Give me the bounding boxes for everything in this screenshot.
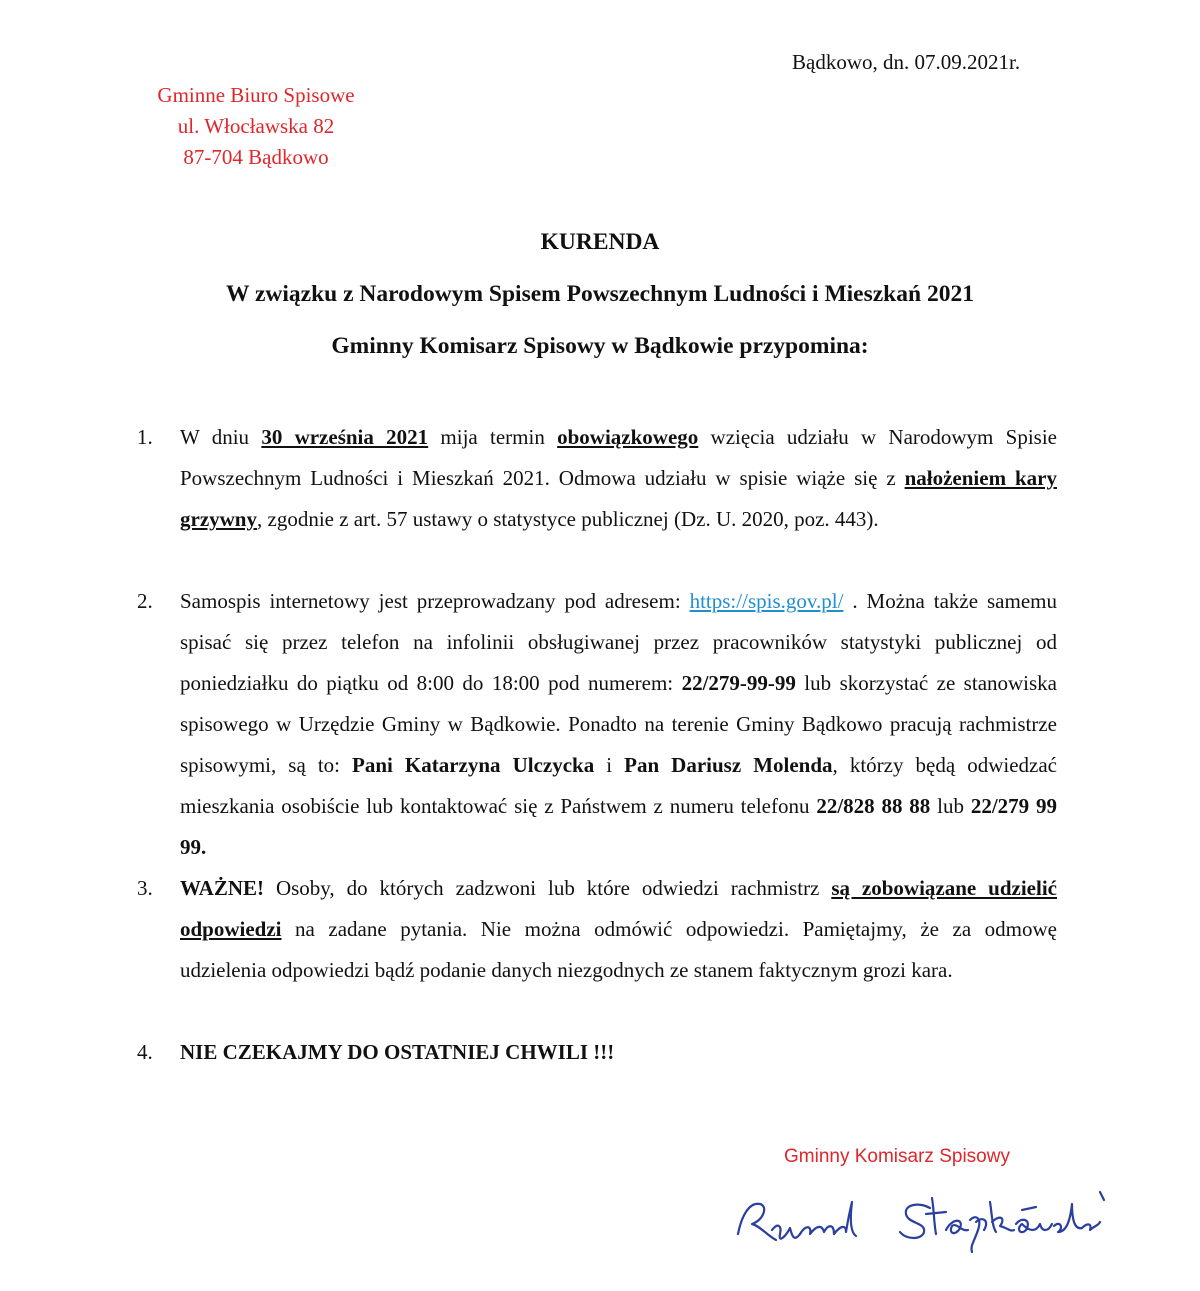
notice-list (137, 417, 1057, 1073)
enumerator-name: Pan Dariusz Molenda (624, 753, 833, 777)
sender-street: ul. Włocławska 82 (177, 114, 335, 138)
signature-block (690, 1120, 1140, 1260)
list-item (137, 1032, 1057, 1073)
obligation-emphasis: są zobowiązane udzielić odpowiedzi (180, 876, 1057, 941)
list-item-text: Samospis internetowy jest przeprowadzany pod adresem: https://spis.gov.pl/ . Można także samemu spisać się przez telefon na infolinii obsługiwanej przez pracowników statystyki publicznej od poniedziałku do piątku od 8:00 do 18:00 pod numerem: 22/279-99-99 lub skorzystać ze stanowiska spisowego w Urzędzie Gminy w Bądkowie. Ponadto na terenie Gminy Bądkowo pracują rachmistrze spisowymi, są to: Pani Katarzyna Ulczycka i Pan Dariusz Molenda, którzy będą odwiedzać mieszkania osobiście lub kontaktować się z Państwem z numeru telefonu 22/828 88 88 lub 22/279 99 99. (180, 589, 1058, 859)
document-subtitle: W związku z Narodowym Spisem Powszechnym Ludności i Mieszkań 2021 (226, 281, 974, 307)
list-item (137, 868, 1057, 1032)
list-item-text: WAŻNE! Osoby, do których zadzwoni lub które odwiedzi rachmistrz są zobowiązane udzielić odpowiedzi na zadane pytania. Nie można odmówić odpowiedzi. Pamiętajmy, że za odmowę udzielenia odpowiedzi bądź podanie danych niezgodnych ze stanem faktycznym grozi kara. (180, 876, 1057, 982)
list-item-number: 1. (137, 425, 153, 449)
contact-phone: 22/279 99 99. (180, 794, 1057, 859)
handwritten-signature (720, 1174, 1130, 1254)
document-date: Bądkowo, dn. 07.09.2021r. (792, 50, 1021, 74)
sender-office-name: Gminne Biuro Spisowe (157, 83, 355, 107)
fine-emphasis: nałożeniem kary grzywny (180, 466, 1057, 531)
list-item-number: 4. (137, 1040, 153, 1064)
final-appeal: NIE CZEKAJMY DO OSTATNIEJ CHWILI !!! (180, 1040, 615, 1064)
document-intro: Gminny Komisarz Spisowy w Bądkowie przypomina: (331, 333, 869, 359)
document-title: KURENDA (540, 229, 660, 255)
list-item (137, 417, 1057, 581)
list-item-number: 2. (137, 589, 153, 613)
enumerator-name: Pani Katarzyna Ulczycka (352, 753, 595, 777)
mandatory-emphasis: obowiązkowego (557, 425, 699, 449)
important-label: WAŻNE! (180, 876, 265, 900)
list-item-text: W dniu 30 września 2021 mija termin obowiązkowego wzięcia udziału w Narodowym Spisie Powszechnym Ludności i Mieszkań 2021. Odmowa udziału w spisie wiąże się z nałożeniem kary grzywny, zgodnie z art. 57 ustawy o statystyce publicznej (Dz. U. 2020, poz. 443). (180, 425, 1057, 531)
hotline-number: 22/279-99-99 (681, 671, 796, 695)
sender-postal-city: 87-704 Bądkowo (183, 145, 329, 169)
deadline-date: 30 września 2021 (261, 425, 429, 449)
commissioner-title: Gminny Komisarz Spisowy (784, 1146, 1010, 1167)
census-website-link[interactable]: https://spis.gov.pl/ (689, 589, 844, 613)
list-item (137, 581, 1057, 868)
contact-phone: 22/828 88 88 (816, 794, 931, 818)
sender-address (126, 80, 386, 173)
list-item-text (180, 1032, 1057, 1073)
list-item-number: 3. (137, 876, 153, 900)
document-heading (0, 216, 1200, 372)
